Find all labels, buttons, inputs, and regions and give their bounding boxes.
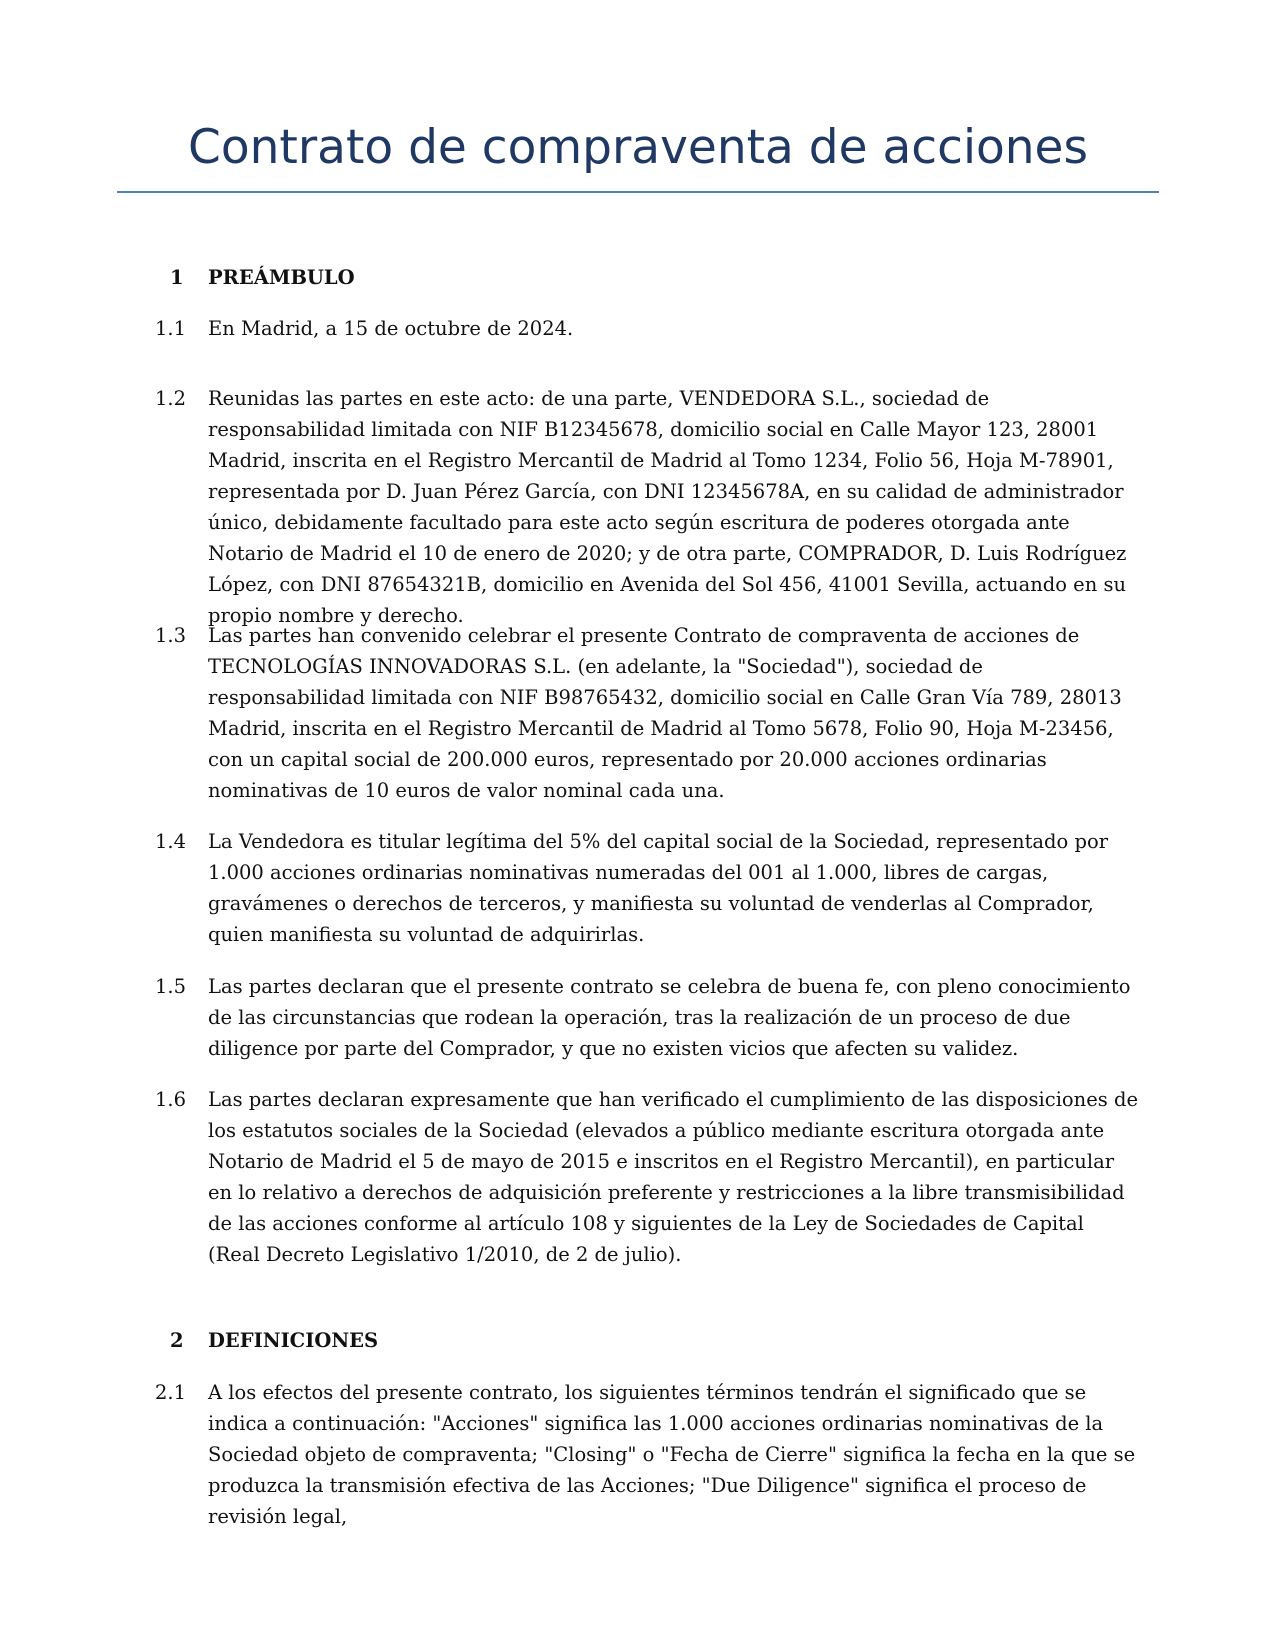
section-title: PREÁMBULO xyxy=(208,266,355,289)
clause-number: 1.1 xyxy=(155,317,187,340)
title-underline xyxy=(117,191,1159,193)
section-number: 2 xyxy=(170,1329,184,1352)
clause-number: 2.1 xyxy=(155,1381,187,1404)
clause-text: Las partes han convenido celebrar el presente Contrato de compraventa de acciones de TECNOLOGÍAS INNOVADORAS S.L. (en adelante, la "Sociedad"), sociedad de responsabilidad limitada con NIF B98765432, domicilio social en Calle Gran Vía 789, 28013 Madrid, inscrita en el Registro Mercantil de Madrid al Tomo 5678, Folio 90, Hoja M-23456, con un capital social de 200.000 euros, representado por 20.000 acciones ordinarias nominativas de 10 euros de valor nominal cada una. xyxy=(208,624,1122,802)
clause-number: 1.3 xyxy=(155,624,187,647)
section-number: 1 xyxy=(170,266,184,289)
clause-text: En Madrid, a 15 de octubre de 2024. xyxy=(208,317,574,340)
clause xyxy=(150,826,1140,950)
clause-text: Reunidas las partes en este acto: de una parte, VENDEDORA S.L., sociedad de responsabilidad limitada con NIF B12345678, domicilio social en Calle Mayor 123, 28001 Madrid, inscrita en el Registro Mercantil de Madrid al Tomo 1234, Folio 56, Hoja M-78901, representada por D. Juan Pérez García, con DNI 12345678A, en su calidad de administrador único, debidamente facultado para este acto según escritura de poderes otorgada ante Notario de Madrid el 10 de enero de 2020; y de otra parte, COMPRADOR, D. Luis Rodríguez López, con DNI 87654321B, domicilio en Avenida del Sol 456, 41001 Sevilla, actuando en su propio nombre y derecho. xyxy=(208,387,1127,627)
document-title: Contrato de compraventa de acciones xyxy=(188,120,1088,175)
clause-number: 1.2 xyxy=(155,387,187,410)
clause xyxy=(150,383,1140,631)
clause-text: Las partes declaran que el presente contrato se celebra de buena fe, con pleno conocimiento de las circunstancias que rodean la operación, tras la realización de un proceso de due diligence por parte del Comprador, y que no existen vicios que afecten su validez. xyxy=(208,975,1131,1060)
clause xyxy=(150,971,1140,1064)
clause xyxy=(150,1377,1140,1532)
clause xyxy=(150,1084,1140,1270)
clause-number: 1.5 xyxy=(155,975,187,998)
clause-text: Las partes declaran expresamente que han verificado el cumplimiento de las disposiciones de los estatutos sociales de la Sociedad (elevados a público mediante escritura otorgada ante Notario de Madrid el 5 de mayo de 2015 e inscritos en el Registro Mercantil), en particular en lo relativo a derechos de adquisición preferente y restricciones a la libre transmisibilidad de las acciones conforme al artículo 108 y siguientes de la Ley de Sociedades de Capital (Real Decreto Legislativo 1/2010, de 2 de julio). xyxy=(208,1088,1139,1266)
section-title: DEFINICIONES xyxy=(208,1329,379,1352)
clause-number: 1.4 xyxy=(155,830,187,853)
clause-text: A los efectos del presente contrato, los siguientes términos tendrán el significado que se indica a continuación: "Acciones" significa las 1.000 acciones ordinarias nominativas de la Sociedad objeto de compraventa; "Closing" o "Fecha de Cierre" significa la fecha en la que se produzca la transmisión efectiva de las Acciones; "Due Diligence" significa el proceso de revisión legal, xyxy=(208,1381,1136,1528)
clause-text: La Vendedora es titular legítima del 5% del capital social de la Sociedad, representado por 1.000 acciones ordinarias nominativas numeradas del 001 al 1.000, libres de cargas, gravámenes o derechos de terceros, y manifiesta su voluntad de venderlas al Comprador, quien manifiesta su voluntad de adquirirlas. xyxy=(208,830,1109,946)
clause xyxy=(150,620,1140,806)
clause xyxy=(150,313,1140,344)
clause-number: 1.6 xyxy=(155,1088,187,1111)
